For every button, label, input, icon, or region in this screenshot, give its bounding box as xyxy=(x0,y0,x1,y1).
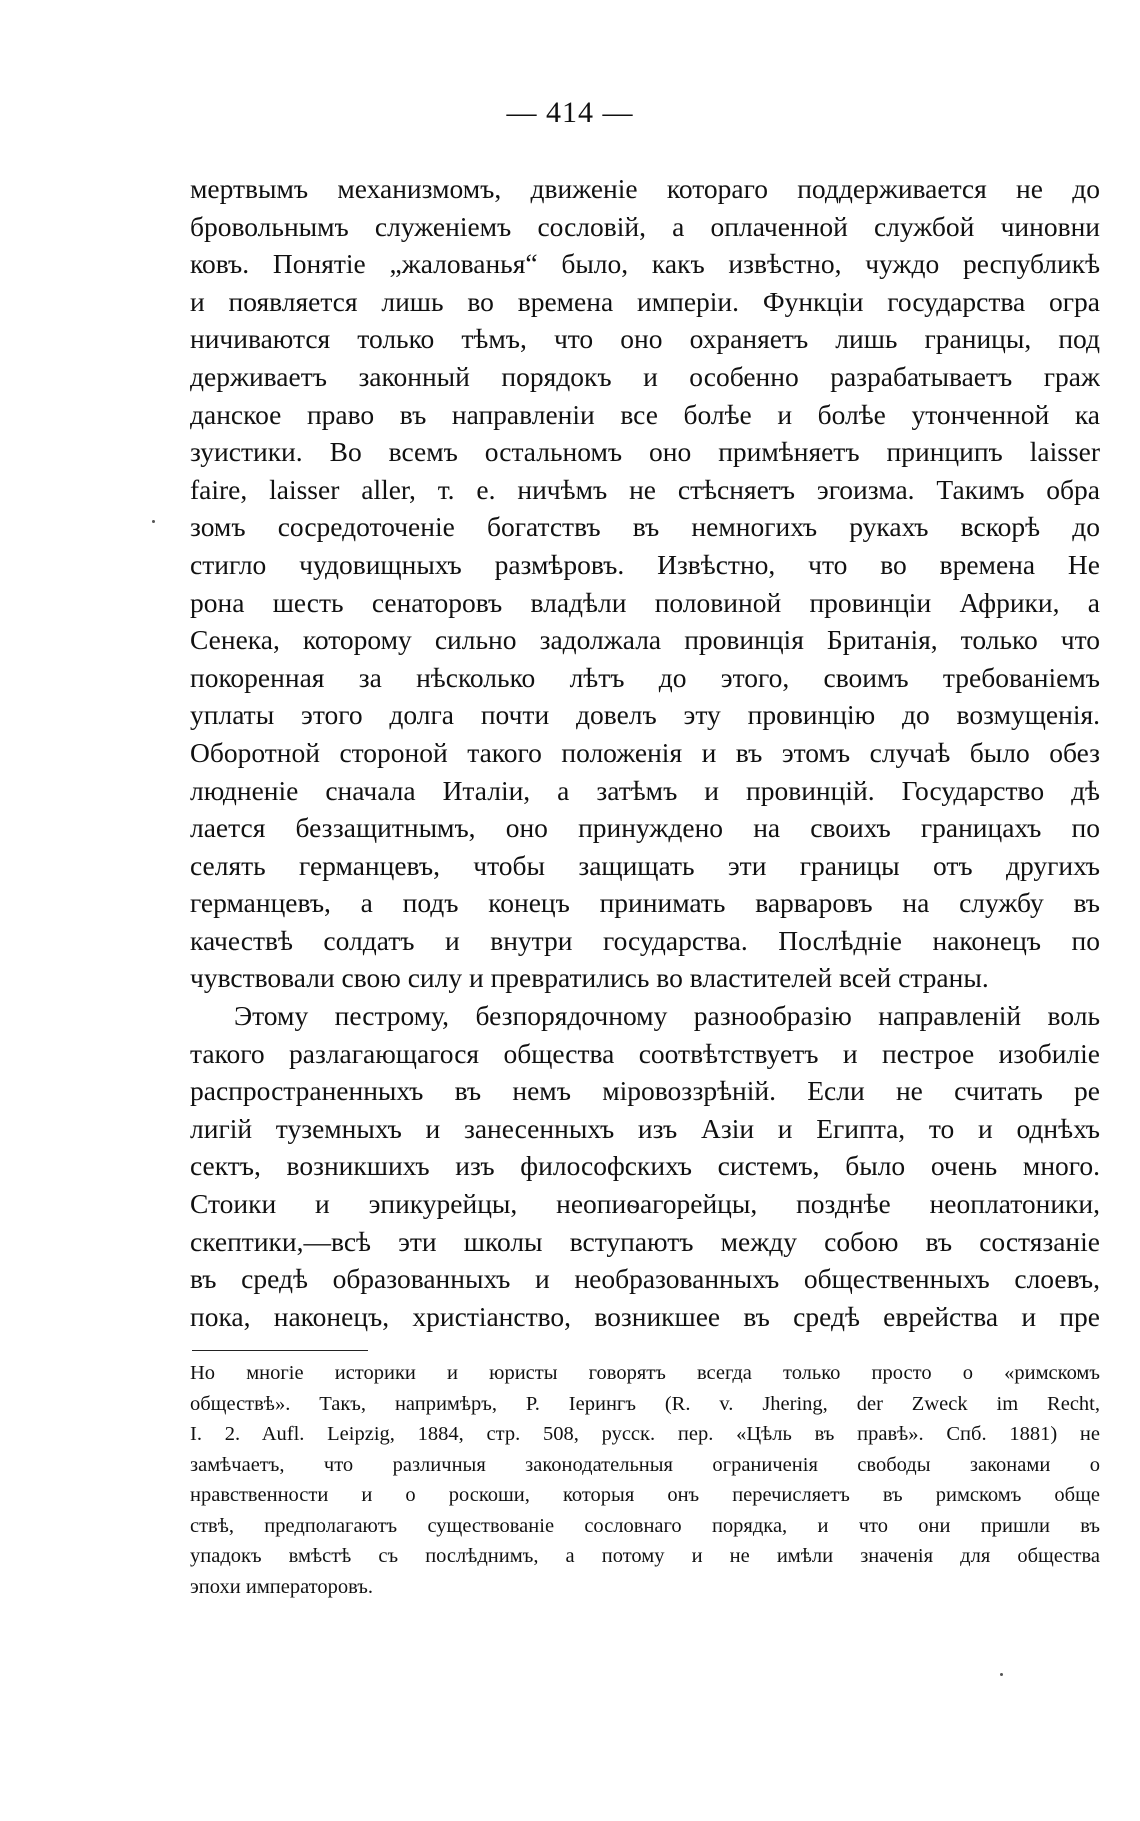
text-line: пока, наконецъ, христіанство, возникшее въ средѣ еврейства и пре xyxy=(190,1300,1100,1332)
text-line: Сенека, которому сильно задолжала провинція Британія, только что xyxy=(190,624,1100,656)
text-line: данское право въ направленіи все болѣе и болѣе утонченной ка xyxy=(190,398,1100,430)
text-line: селять германцевъ, чтобы защищать эти границы отъ другихъ xyxy=(190,849,1100,881)
text-line: въ средѣ образованныхъ и необразованныхъ общественныхъ слоевъ, xyxy=(190,1263,1100,1295)
footnote-line: нравственности и о роскоши, которыя онъ перечисляетъ въ римскомъ обще xyxy=(190,1484,1100,1506)
footnote-line: упадокъ вмѣстѣ съ послѣднимъ, а потому и не имѣли значенія для общества xyxy=(190,1545,1100,1567)
text-line: мертвымъ механизмомъ, движеніе котораго поддерживается не до xyxy=(190,173,1100,204)
scan-speck xyxy=(152,520,155,523)
footnote-line: эпохи императоровъ. xyxy=(190,1575,374,1598)
scan-speck xyxy=(1000,1673,1003,1676)
text-line: германцевъ, а подъ конецъ принимать варваровъ на службу въ xyxy=(190,887,1100,919)
text-line: стигло чудовищныхъ размѣровъ. Извѣстно, что во времена Не xyxy=(190,548,1100,580)
text-line: Стоики и эпикурейцы, неопиѳагорейцы, позднѣе неоплатоники, xyxy=(190,1188,1100,1220)
text-line: скептики,—всѣ эти школы вступаютъ между собою въ состязаніе xyxy=(190,1225,1100,1257)
text-line: ничиваются только тѣмъ, что оно охраняетъ лишь границы, под xyxy=(190,323,1100,355)
text-line: держиваетъ законный порядокъ и особенно разрабатываетъ граж xyxy=(190,360,1100,392)
footnote-line: обществѣ». Такъ, напримѣръ, Р. Іерингъ (R. v. Jhering, der Zweck im Recht, xyxy=(190,1392,1100,1415)
text-line: такого разлагающагося общества соотвѣтствуетъ и пестрое изобиліе xyxy=(190,1037,1100,1069)
page-number: — 414 — xyxy=(506,96,634,129)
footnote xyxy=(190,1358,1100,1602)
text-line: людненіе сначала Италіи, а затѣмъ и провинцій. Государство дѣ xyxy=(190,774,1100,806)
footnote-line: ствѣ, предполагаютъ существованіе сословнаго порядка, и что они пришли въ xyxy=(190,1514,1100,1537)
footnote-line: I. 2. Aufl. Leipzig, 1884, стр. 508, русск. пер. «Цѣль въ правѣ». Спб. 1881) не xyxy=(190,1423,1100,1445)
footnote-divider xyxy=(192,1350,368,1351)
footnote-line: Но многіе историки и юристы говорятъ всегда только просто о «римскомъ xyxy=(190,1362,1100,1384)
text-line: распространенныхъ въ немъ міровоззрѣній. Если не считать ре xyxy=(190,1075,1100,1107)
paragraph-end-line: чувствовали свою силу и превратились во властителей всей страны. xyxy=(190,962,989,994)
text-line: качествѣ солдатъ и внутри государства. Послѣдніе наконецъ по xyxy=(190,924,1100,956)
text-line: зомъ сосредоточеніе богатствъ въ немногихъ рукахъ вскорѣ до xyxy=(190,511,1100,543)
footnote-line: замѣчаетъ, что различныя законодательныя ограниченія свободы законами о xyxy=(190,1453,1100,1476)
paragraph-start-line: Этому пестрому, безпорядочному разнообразію направленій воль xyxy=(234,1000,1100,1032)
text-line: уплаты этого долга почти довелъ эту провинцію до возмущенія. xyxy=(190,699,1100,731)
text-line: бровольнымъ служеніемъ сословій, а оплаченной службой чиновни xyxy=(190,210,1100,242)
text-line: покоренная за нѣсколько лѣтъ до этого, своимъ требованіемъ xyxy=(190,661,1100,693)
text-line: сектъ, возникшихъ изъ философскихъ системъ, было очень много. xyxy=(190,1150,1100,1182)
main-text xyxy=(190,170,1100,1335)
text-line: Оборотной стороной такого положенія и въ этомъ случаѣ было обез xyxy=(190,736,1100,768)
text-line: и появляется лишь во времена имперіи. Функціи государства огра xyxy=(190,285,1100,317)
text-line: ковъ. Понятіе „жалованья“ было, какъ извѣстно, чуждо республикѣ xyxy=(190,248,1100,280)
text-line: рона шесть сенаторовъ владѣли половиной провинціи Африки, а xyxy=(190,586,1100,618)
text-line: faire, laisser aller, т. е. ничѣмъ не стѣсняетъ эгоизма. Такимъ обра xyxy=(190,473,1100,505)
text-line: лается беззащитнымъ, оно принуждено на своихъ границахъ по xyxy=(190,812,1100,844)
text-line: зуистики. Во всемъ остальномъ оно примѣняетъ принципъ laisser xyxy=(190,436,1100,468)
text-line: лигій туземныхъ и занесенныхъ изъ Азіи и Египта, то и однѣхъ xyxy=(190,1112,1100,1144)
